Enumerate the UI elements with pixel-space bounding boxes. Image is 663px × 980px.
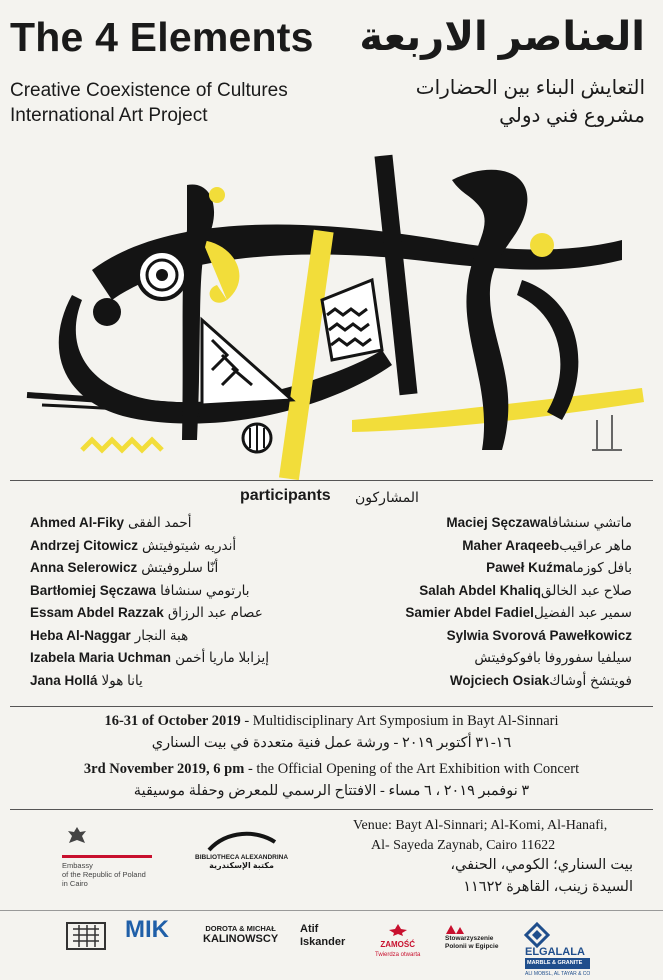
art-zigzag-block [202, 320, 292, 405]
subtitle-en [10, 78, 288, 128]
participants-right-column [405, 515, 638, 695]
embassy-line2: of the Republic of Poland [62, 870, 146, 879]
participant-row [30, 560, 269, 583]
participants-section [10, 480, 653, 700]
subtitle-ar [416, 74, 645, 130]
participant-name-en: Salah Abdel Khaliq [419, 582, 541, 598]
mik-logo: MIK [125, 916, 169, 943]
subtitle-ar-line1: التعايش البناء بين الحضارات [415, 77, 645, 99]
dorota-line1: DOROTA & MICHAŁ [205, 924, 276, 933]
participant-row [30, 628, 269, 651]
event-2-ar-text: ٣ نوفمبر ٢٠١٩ ، ٦ مساء - الافتتاح الرسمي للمعرض وحفلة موسيقية [133, 783, 530, 799]
zamosc-line1: ZAMOŚĆ [380, 940, 416, 949]
event-2-text: - the Official Opening of the Art Exhibition with Concert [244, 761, 580, 777]
stow-line2: Polonii w Egipcie [445, 943, 499, 950]
participant-row [30, 605, 269, 628]
participant-name-en: Sylwia Svorová Pawełkowicz [446, 627, 632, 643]
participant-row [30, 650, 269, 673]
embassy-logo [62, 825, 152, 888]
participant-name-ar: صلاح عبد الخالق [540, 582, 632, 598]
elgalala-diamond-icon [525, 923, 549, 947]
bibliotheca-arc-icon [207, 828, 277, 852]
art-yellow-dot [530, 233, 554, 257]
art-small-sketch [592, 415, 622, 450]
participant-name-ar: أنّا سلروفيتش [141, 560, 219, 575]
stowarzyszenie-logo [445, 923, 498, 951]
art-chevrons [322, 280, 382, 360]
zamosc-star-icon [388, 923, 408, 937]
venue-en [353, 816, 653, 856]
participant-row [30, 673, 269, 696]
venue-line1: Venue: Bayt Al-Sinnari; Al-Komi, Al-Hanafi, [353, 818, 608, 833]
embassy-line1: Embassy [62, 861, 93, 870]
venue-ar-line2: السيدة زينب، القاهرة ١١٦٢٢ [463, 879, 633, 895]
participant-name-ar: فويتشخ أوشاك [549, 672, 632, 688]
subtitle-en-line1: Creative Coexistence of Cultures [10, 80, 288, 101]
elgalala-line1: ELGALALA [525, 946, 585, 958]
participant-row [405, 583, 638, 606]
participant-row [30, 515, 269, 538]
participant-name-ar: عصام عبد الرزاق [167, 605, 263, 620]
bibliotheca-logo [195, 828, 288, 870]
stowarzyszenie-mark-icon [445, 923, 465, 935]
participant-name-ar: إيزابلا ماريا أخمن [175, 650, 269, 665]
participant-name-ar: سيلفيا سفوروفا بافوكوفيتش [474, 650, 632, 665]
participant-name-en: Andrzej Citowicz [30, 537, 139, 553]
art-yellow-pole [279, 230, 334, 480]
subtitle-en-line2: International Art Project [10, 105, 208, 126]
event-1-en [10, 713, 653, 730]
zamosc-line2: Twierdza otwarta [375, 952, 421, 958]
participant-name-en: Samier Abdel Fadiel [405, 605, 534, 620]
atif-line1: Atif [300, 923, 319, 935]
participants-heading: participants [240, 487, 331, 504]
stow-line1: Stowarzyszenie [445, 935, 494, 942]
participant-name-ar: ماهر عراقيب [559, 537, 632, 553]
participant-name-en: Essam Abdel Razzak [30, 605, 164, 620]
event-1-ar [10, 735, 653, 752]
art-eye [93, 298, 121, 326]
participants-left-column [30, 515, 269, 695]
zamosc-logo [375, 923, 420, 960]
event-2-date: 3rd November 2019, 6 pm [83, 761, 245, 777]
participant-name-ar: هبة النجار [134, 627, 189, 643]
title-en: The 4 Elements [10, 14, 314, 60]
poland-red-bar [62, 855, 152, 858]
event-2-ar [10, 783, 653, 800]
participant-row [30, 583, 269, 606]
participant-name-ar: ماتشي سنشافا [547, 515, 632, 530]
participant-name-en: Heba Al-Naggar [30, 627, 131, 643]
sponsors-bar [0, 910, 663, 977]
elgalala-line3: ALI MOBSL, AL TAYAR & CO [525, 971, 591, 977]
bibliotheca-name-ar: مكتبة الإسكندرية [209, 861, 274, 870]
participant-name-en: Paweł Kuźma [486, 560, 573, 575]
venue-line2: Al- Sayeda Zaynab, Cairo 11622 [371, 838, 556, 853]
event-1-text: - Multidisciplinary Art Symposium in Bayt Al-Sinnari [240, 713, 559, 729]
participant-row [405, 515, 638, 538]
dorota-line2: KALINOWSCY [203, 933, 279, 945]
participant-name-ar: أحمد الفقى [128, 515, 192, 530]
bibliotheca-name: BIBLIOTHECA ALEXANDRINA [195, 854, 289, 861]
participant-name-en: Jana Hollá [30, 672, 98, 688]
event-1-ar-text: ١٦-٣١ أكتوبر ٢٠١٩ - ورشة عمل فنية متعددة في بيت السناري [151, 735, 512, 751]
participant-name-en: Ahmed Al-Fiky [30, 515, 125, 530]
participant-row [405, 628, 638, 651]
participant-name-en: Wojciech Osiak [449, 672, 550, 688]
participant-name-ar: سمير عبد الفضيل [533, 605, 632, 620]
participant-row [405, 538, 638, 561]
museum-building-icon [65, 919, 107, 951]
elgalala-line2: MARBLE & GRANITE [525, 958, 590, 969]
elgalala-logo [525, 923, 590, 980]
participant-row [405, 560, 638, 583]
participant-name-en: Maher Araqeeb [462, 537, 560, 553]
participant-name-ar: بافل كوزما [572, 560, 632, 575]
participant-name-en: Bartłomiej Sęczawa [30, 582, 157, 598]
participant-name-ar: يانا هولا [101, 672, 143, 688]
poland-eagle-icon [66, 825, 88, 847]
venue-ar [450, 854, 633, 898]
participant-row [30, 538, 269, 561]
participant-name-ar: بارتومي سنشافا [160, 582, 250, 598]
participant-row [405, 605, 638, 628]
embassy-line3: in Cairo [62, 879, 88, 888]
event-1-date: 16-31 of October 2019 [104, 713, 241, 729]
participant-name-en: Maciej Sęczawa [446, 515, 548, 530]
title-ar: العناصر الاربعة [359, 15, 645, 59]
atif-line2: Iskander [300, 936, 346, 948]
participant-name-en: Izabela Maria Uchman [30, 650, 172, 665]
participant-name-ar: أندريه شيتوفيتش [142, 537, 237, 553]
art-bottom-zigzag [82, 440, 162, 450]
events-section [10, 706, 653, 810]
subtitle-ar-line2: مشروع فني دولي [499, 105, 645, 127]
dorota-michal-logo [203, 923, 278, 945]
participant-row [405, 673, 638, 696]
participant-row [405, 650, 638, 673]
participants-heading-ar: المشاركون [355, 489, 419, 505]
venue-ar-line1: بيت السناري؛ الكومي، الحنفي، [450, 857, 633, 873]
artwork-illustration [22, 150, 652, 490]
atif-iskander-logo [300, 923, 345, 949]
event-2-en [10, 761, 653, 778]
art-curve-right [517, 280, 578, 420]
participant-name-en: Anna Selerowicz [30, 560, 138, 575]
